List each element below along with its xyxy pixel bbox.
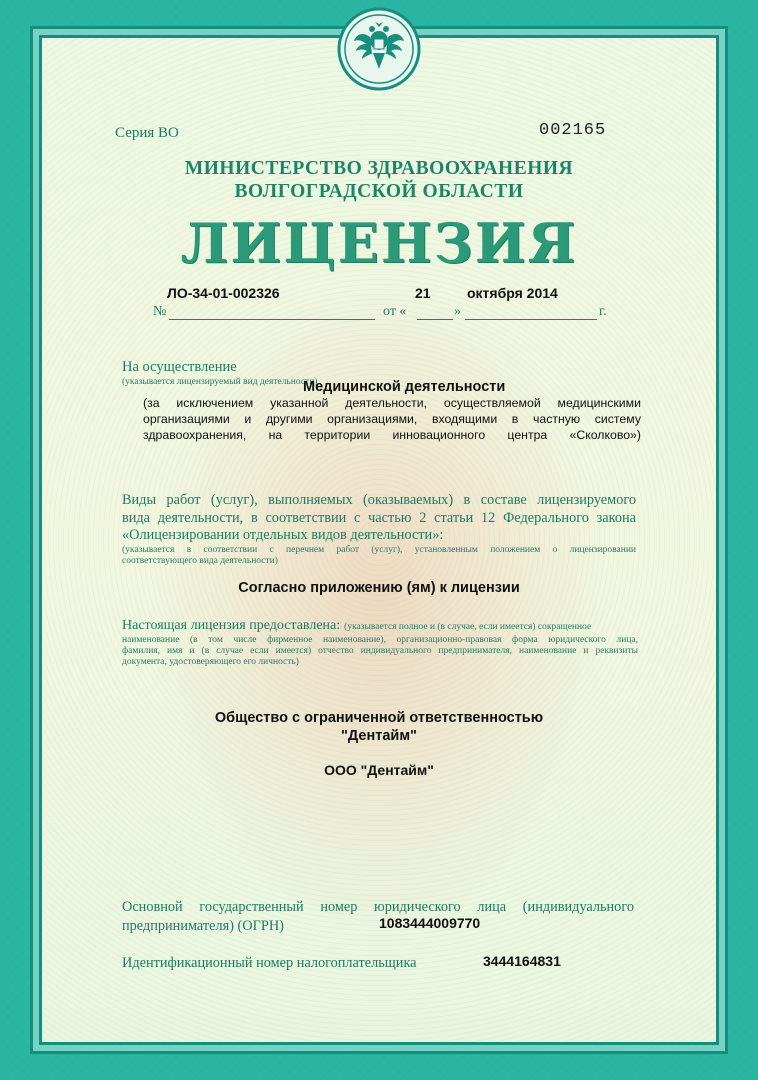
works-note-line-2: соответствующего вида деятельности) bbox=[122, 556, 278, 566]
licensee-note-a: (указывается полное и (в случае, если имеется) сокращенное bbox=[344, 622, 592, 632]
license-number-value: ЛО-34-01-002326 bbox=[167, 285, 280, 301]
day-underline bbox=[417, 319, 453, 320]
number-underline bbox=[169, 319, 375, 320]
ministry-line-2: ВОЛГОГРАДСКОЙ ОБЛАСТИ bbox=[234, 181, 524, 202]
activity-desc-line-3: здравоохранения, на территории инновационного центра «Сколково») bbox=[143, 428, 641, 442]
activity-desc-line-1: (за исключением указанной деятельности, осуществляемой медицинскими bbox=[143, 396, 641, 410]
license-inner-field bbox=[30, 26, 728, 1054]
inn-label: Идентификационный номер налогоплательщика bbox=[122, 955, 417, 971]
ogrn-label-line-1: Основной государственный номер юридического лица (индивидуального bbox=[122, 899, 634, 915]
license-month-year-value: октября 2014 bbox=[467, 285, 558, 301]
from-label: от « bbox=[383, 304, 407, 319]
form-number: 002165 bbox=[539, 121, 607, 140]
number-sign-label: № bbox=[153, 304, 167, 319]
activity-label: На осуществление bbox=[122, 359, 237, 375]
inn-value: 3444164831 bbox=[483, 953, 561, 969]
license-day-value: 21 bbox=[415, 285, 431, 301]
year-suffix-label: г. bbox=[599, 304, 607, 319]
licensee-label: Настоящая лицензия предоставлена: bbox=[122, 618, 341, 633]
quote-close-label: » bbox=[454, 304, 461, 319]
russian-coat-of-arms-icon bbox=[337, 7, 421, 91]
ogrn-label-line-2: предпринимателя) (ОГРН) bbox=[122, 918, 284, 934]
month-underline bbox=[465, 319, 597, 320]
activity-note: (указывается лицензируемый вид деятельности) bbox=[122, 377, 318, 387]
activity-desc-line-2: организациями и другими организациями, входящими в частную систему bbox=[143, 412, 641, 426]
licensee-full-name-line-1: Общество с ограниченной ответственностью bbox=[214, 710, 544, 726]
works-line-2: вида деятельности, в соответствии с частью 2 статьи 12 Федерального закона bbox=[122, 509, 636, 526]
works-value: Согласно приложению (ям) к лицензии bbox=[238, 580, 520, 596]
works-line-1: Виды работ (услуг), выполняемых (оказываемых) в составе лицензируемого bbox=[122, 492, 636, 508]
activity-value: Медицинской деятельности bbox=[303, 379, 506, 395]
document-title: ЛИЦЕНЗИЯ bbox=[180, 211, 578, 275]
works-line-3: «Олицензировании отдельных видов деятельности»: bbox=[122, 527, 444, 543]
works-note-line-1: (указывается в соответствии с перечнем работ (услуг), установленным положением о лицензировании bbox=[122, 545, 636, 555]
licensee-note-b: наименование (в том числе фирменное наименование), организационно-правовая форма юридического лица, bbox=[122, 635, 638, 645]
licensee-note-c: фамилия, имя и (в случае если имеется) отчество индивидуального предпринимателя, наименование и реквизиты bbox=[122, 646, 638, 656]
licensee-first-line bbox=[122, 618, 638, 633]
ogrn-value: 1083444009770 bbox=[379, 915, 481, 931]
licensee-note-d: документа, удостоверяющего его личность) bbox=[122, 657, 299, 667]
licensee-full-name-line-2: "Дентайм" bbox=[341, 728, 417, 744]
licensee-short-name: ООО "Дентайм" bbox=[324, 762, 434, 778]
series-label: Серия ВО bbox=[115, 125, 179, 141]
ministry-line-1: МИНИСТЕРСТВО ЗДРАВООХРАНЕНИЯ bbox=[184, 158, 574, 179]
